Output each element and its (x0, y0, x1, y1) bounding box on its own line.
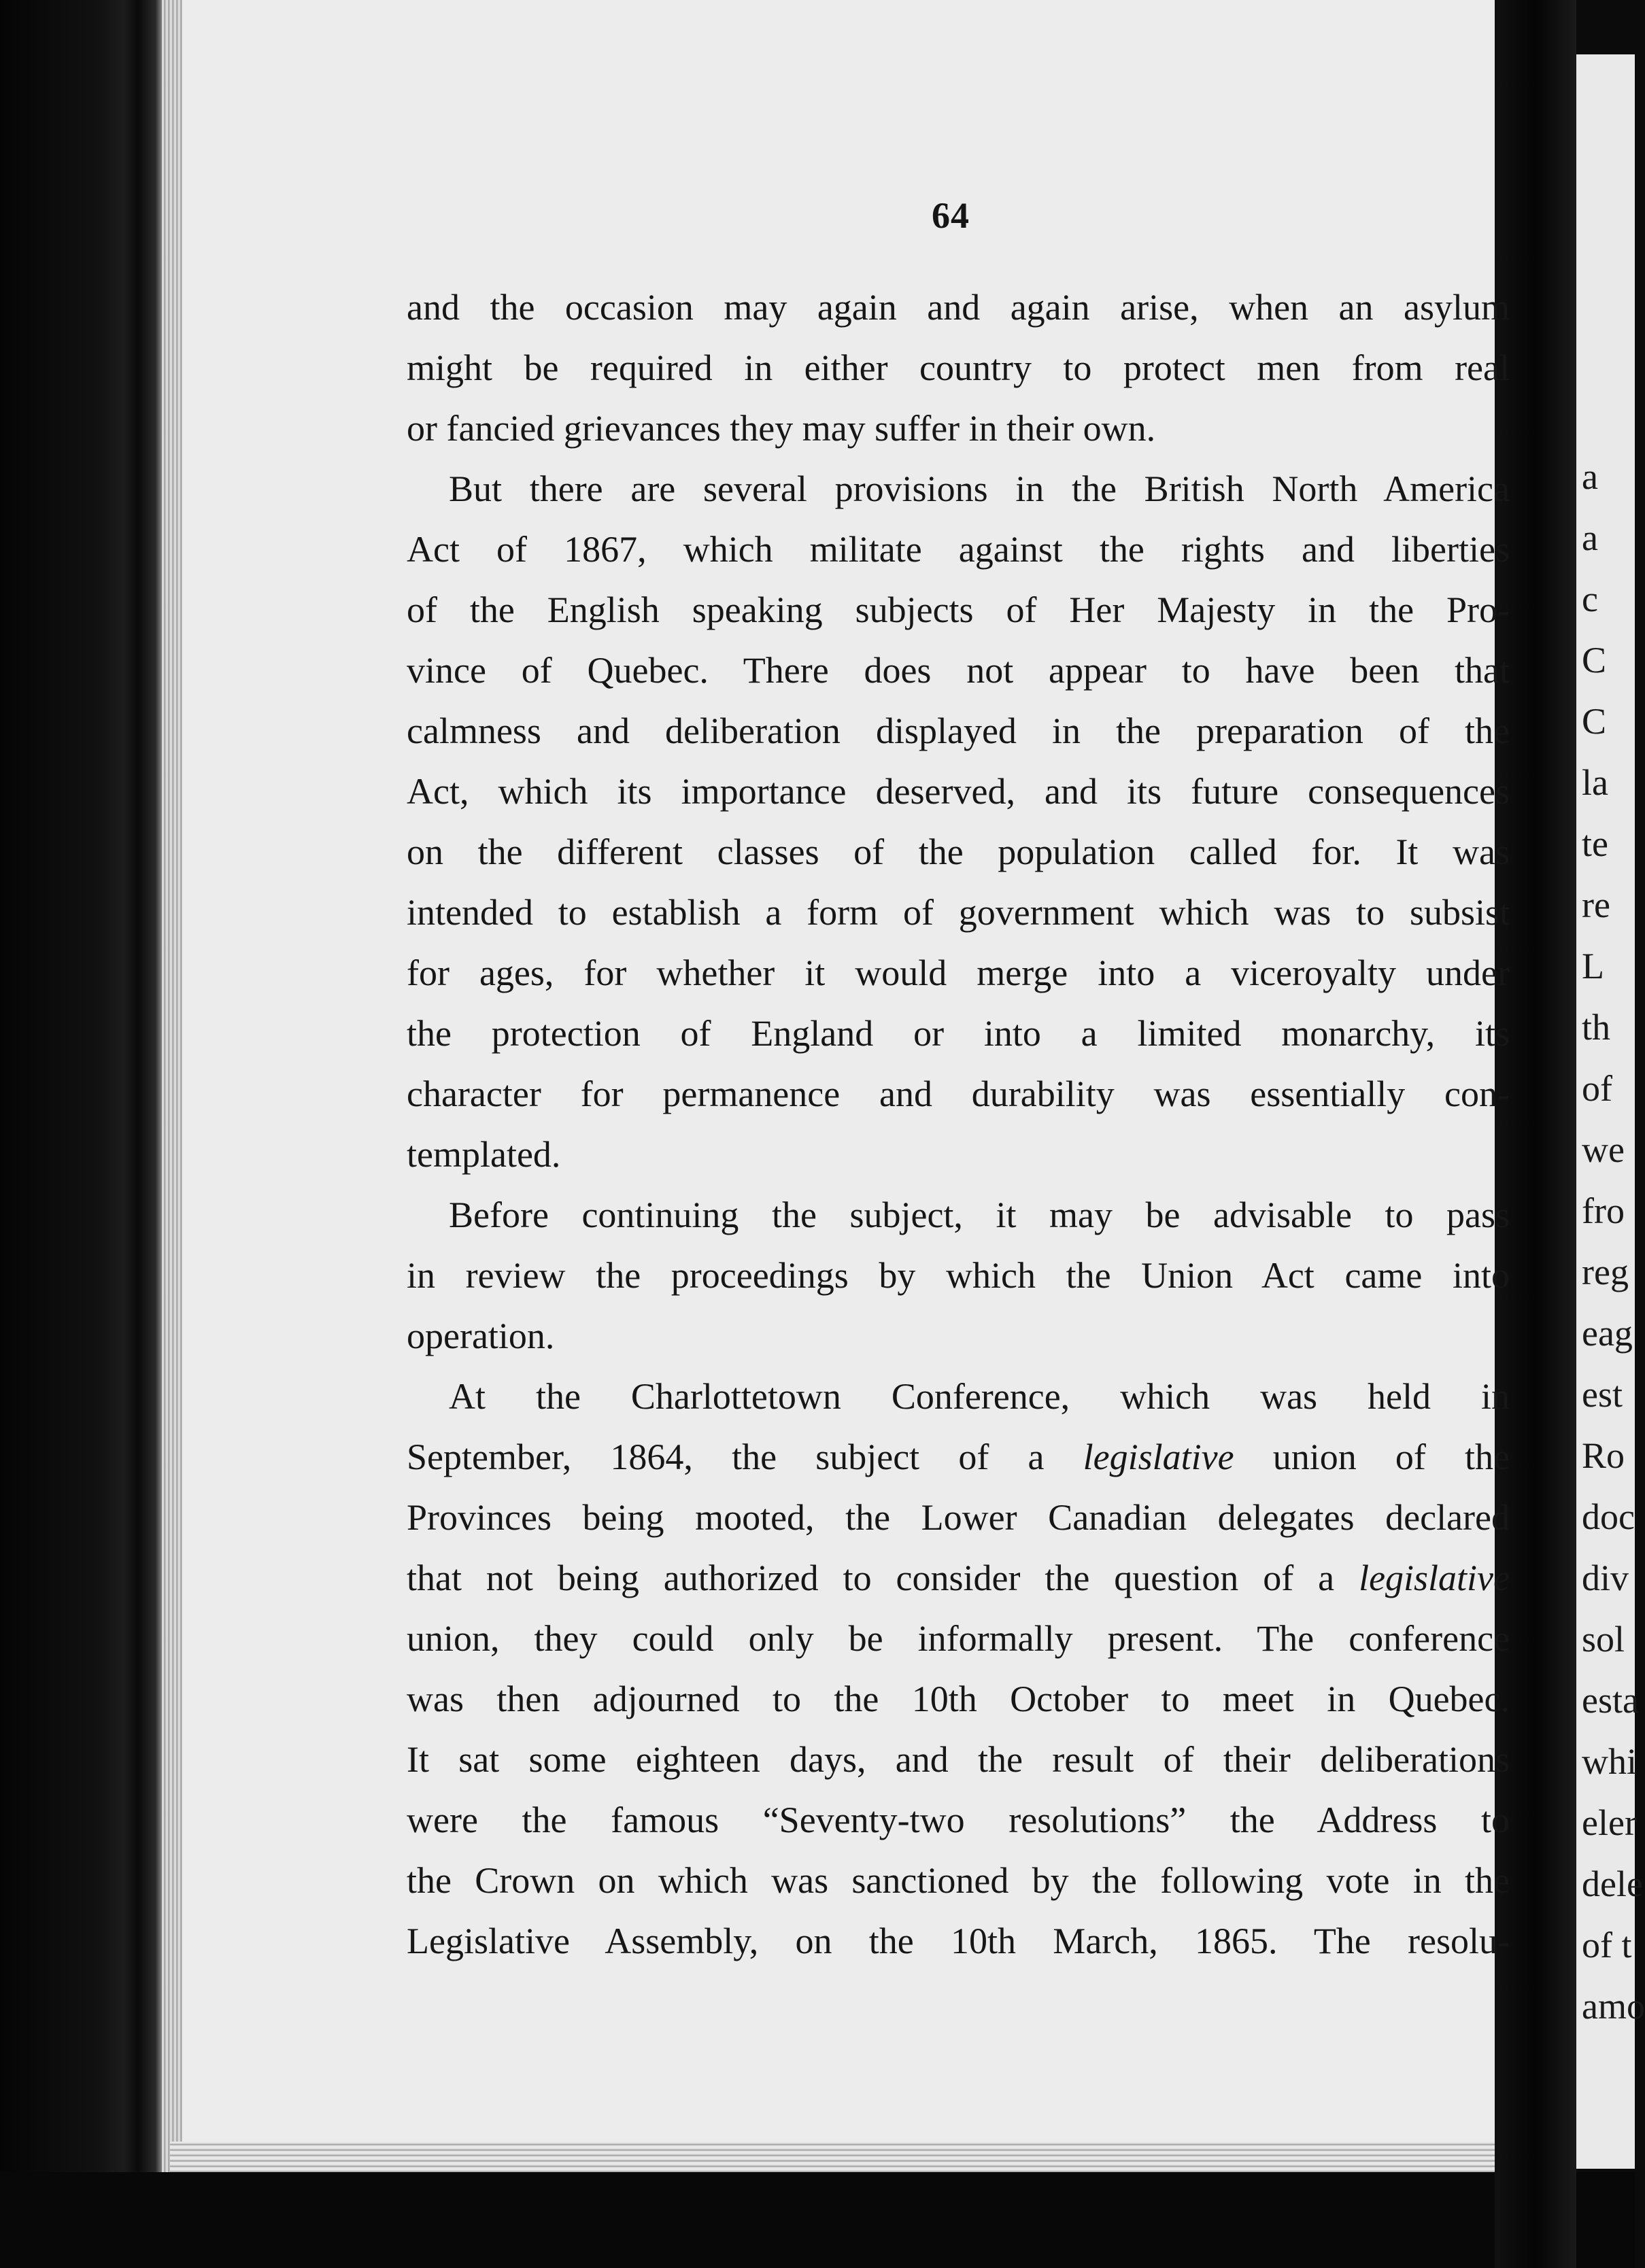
book-binding (0, 0, 177, 2268)
text-line: templated. (407, 1134, 561, 1175)
text-line: operation. (407, 1316, 555, 1356)
facing-fragment: est (1582, 1374, 1623, 1415)
facing-fragment: a (1582, 456, 1598, 497)
facing-fragment: dele (1582, 1863, 1643, 1904)
facing-fragment: th (1582, 1007, 1611, 1048)
facing-fragment: fro (1582, 1190, 1625, 1231)
text-line: the Crown on which was sanctioned by the following vote in the (407, 1860, 1510, 1901)
facing-fragment: esta (1582, 1680, 1639, 1721)
facing-fragment: div (1582, 1558, 1629, 1598)
facing-fragment: c (1582, 579, 1598, 619)
text-line: At the Charlottetown Conference, which was held in (449, 1376, 1510, 1417)
text-line: might be required in either country to protect men from real (407, 347, 1510, 388)
facing-fragment: eag (1582, 1313, 1633, 1354)
facing-page (1576, 54, 1645, 2169)
body-text (407, 277, 1510, 1972)
facing-fragment: re (1582, 884, 1610, 925)
text-line: It sat some eighteen days, and the result of their deliberations (407, 1739, 1510, 1780)
text-line: and the occasion may again and again arise, when an asylum (407, 287, 1510, 328)
italic-term: legislative (1083, 1437, 1234, 1477)
text-line: But there are several provisions in the British North America (449, 468, 1510, 509)
text-line: union, they could only be informally present. The conference (407, 1618, 1510, 1659)
facing-fragment: eler (1582, 1802, 1637, 1843)
italic-term: legislative (1359, 1558, 1510, 1598)
facing-fragment: sol (1582, 1619, 1625, 1660)
page-number: 64 (932, 195, 970, 236)
facing-fragment: reg (1582, 1252, 1629, 1292)
text-line: Provinces being mooted, the Lower Canadian delegates declared (407, 1497, 1510, 1538)
facing-fragment: Ro (1582, 1435, 1625, 1476)
facing-fragment: doc (1582, 1496, 1635, 1537)
text-line: calmness and deliberation displayed in the preparation of the (407, 710, 1510, 751)
text-line: character for permanence and durability was essentially con- (407, 1073, 1510, 1114)
text-line: for ages, for whether it would merge into a viceroyalty under (407, 952, 1510, 993)
facing-fragment: te (1582, 823, 1608, 864)
text-segment: union of the (1272, 1437, 1510, 1477)
facing-fragment: of (1582, 1068, 1612, 1109)
facing-fragment: la (1582, 762, 1608, 803)
facing-fragment: of t (1582, 1925, 1632, 1965)
text-line: on the different classes of the population called for. It was (407, 831, 1510, 872)
facing-fragment: C (1582, 701, 1607, 742)
facing-fragment: whi (1582, 1741, 1637, 1782)
facing-fragment: amo (1582, 1986, 1645, 2027)
scan-background-bottom (0, 2172, 1635, 2268)
text-segment: that not being authorized to consider the question of a (407, 1558, 1335, 1598)
text-line: Legislative Assembly, on the 10th March, 1865. The resolu- (407, 1921, 1510, 1961)
text-line-mixed (407, 1427, 1510, 1488)
text-line: Act of 1867, which militate against the rights and liberties (407, 529, 1510, 570)
facing-fragment: we (1582, 1129, 1625, 1170)
text-line-mixed (407, 1548, 1510, 1609)
text-line: Act, which its importance deserved, and its future consequences (407, 771, 1510, 812)
facing-fragment: C (1582, 640, 1607, 681)
text-line: was then adjourned to the 10th October to meet in Quebec. (407, 1679, 1510, 1719)
facing-fragment: a (1582, 517, 1598, 558)
text-line: in review the proceedings by which the Union Act came into (407, 1255, 1510, 1296)
text-line: or fancied grievances they may suffer in their own. (407, 408, 1156, 449)
page-edge-stack (162, 0, 182, 2268)
text-segment: September, 1864, the subject of a (407, 1437, 1045, 1477)
facing-fragment: L (1582, 946, 1604, 986)
text-line: Before continuing the subject, it may be advisable to pass (449, 1195, 1510, 1235)
text-line: were the famous “Seventy-two resolutions” the Address to (407, 1800, 1510, 1840)
page-bottom-edge (170, 2142, 1496, 2176)
text-line: vince of Quebec. There does not appear to have been that (407, 650, 1510, 691)
text-line: the protection of England or into a limited monarchy, its (407, 1013, 1510, 1054)
text-line: intended to establish a form of government which was to subsist (407, 892, 1510, 933)
text-line: of the English speaking subjects of Her Majesty in the Pro- (407, 589, 1510, 630)
